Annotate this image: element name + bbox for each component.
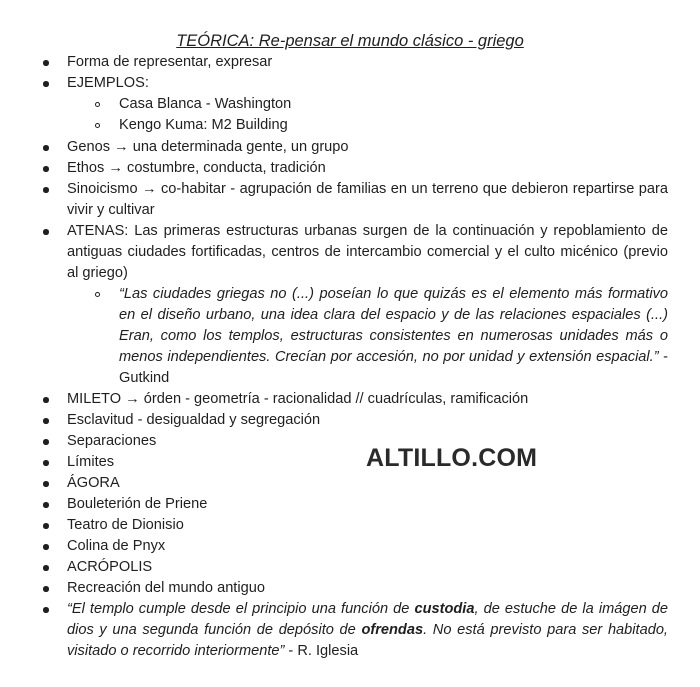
bullet [43,607,49,613]
watermark-logo: ALTILLO.COM [366,444,538,472]
bullet [43,502,49,508]
list-item-quote-iglesia [67,599,668,662]
list-item-sinoicismo: Sinoicismo → co-habitar - agrupación de familias en un terreno que debieron repartirse para vivir y cultivar [67,181,668,218]
bullet [43,418,49,424]
list-item-separaciones: Separaciones [67,433,157,449]
list-item-agora: ÁGORA [67,475,120,491]
list-item-bouleterion: Bouleterión de Priene [67,496,208,512]
sub-bullet [95,102,100,107]
bullet [43,523,49,529]
bullet [43,145,49,151]
list-item-acropolis: ACRÓPOLIS [67,559,153,575]
quote-text: “El templo cumple desde el principio una función de custodia, de estuche de la imágen de dios y una segunda función de depósito de ofrendas. No está previsto para ser habitado, visitado o recorrido interiormente” [67,601,668,659]
bullet [43,187,49,193]
keyword-ofrendas: ofrendas [361,621,424,638]
bullet [43,81,49,87]
list-item-ejemplos: EJEMPLOS: [67,75,149,91]
bullet [43,565,49,571]
list-item-teatro: Teatro de Dionisio [67,517,184,533]
bullet [43,166,49,172]
list-item-colina: Colina de Pnyx [67,538,166,554]
page-title: TEÓRICA: Re-pensar el mundo clásico - griego [176,32,524,50]
bullet [43,544,49,550]
list-item-forma: Forma de representar, expresar [67,54,273,70]
list-item-recreacion: Recreación del mundo antiguo [67,580,265,596]
quote-author: - R. Iglesia [284,642,359,659]
bullet [43,229,49,235]
list-item-esclavitud: Esclavitud - desigualdad y segregación [67,412,321,428]
sub-bullet [95,123,100,128]
quote-author: - Gutkind [119,348,669,386]
bullet [43,481,49,487]
list-item-atenas: ATENAS: Las primeras estructuras urbanas surgen de la continuación y repoblamiento de antiguas ciudades fortificadas, centros de intercambio comercial y el culto micénico (previo al griego) [67,223,668,281]
bullet [43,397,49,403]
sub-item-ejemplo2: Kengo Kuma: M2 Building [119,117,288,133]
list-item-genos: Genos → una determinada gente, un grupo [67,139,349,155]
sub-item-ejemplo1: Casa Blanca - Washington [119,96,292,112]
bullet [43,460,49,466]
keyword-custodia: custodia [414,601,475,617]
sub-item-quote-gutkind [119,284,668,389]
list-item-limites: Límites [67,454,115,470]
bullet [43,60,49,66]
list-item-ethos: Ethos → costumbre, conducta, tradición [67,160,326,176]
bullet [43,586,49,592]
quote-text: “Las ciudades griegas no (...) poseían lo que quizás es el elemento más formativo en el diseño urbano, una idea clara del espacio y de las relaciones espaciales (...) Eran, como los templos, estructuras consistentes en numerosas unidades más o menos independientes. Crecían por accesión, no por unidad y extensión espacial.” [119,286,668,365]
bullet [43,439,49,445]
list-item-mileto: MILETO → órden - geometría - racionalidad // cuadrículas, ramificación [67,391,529,407]
sub-bullet [95,292,100,297]
